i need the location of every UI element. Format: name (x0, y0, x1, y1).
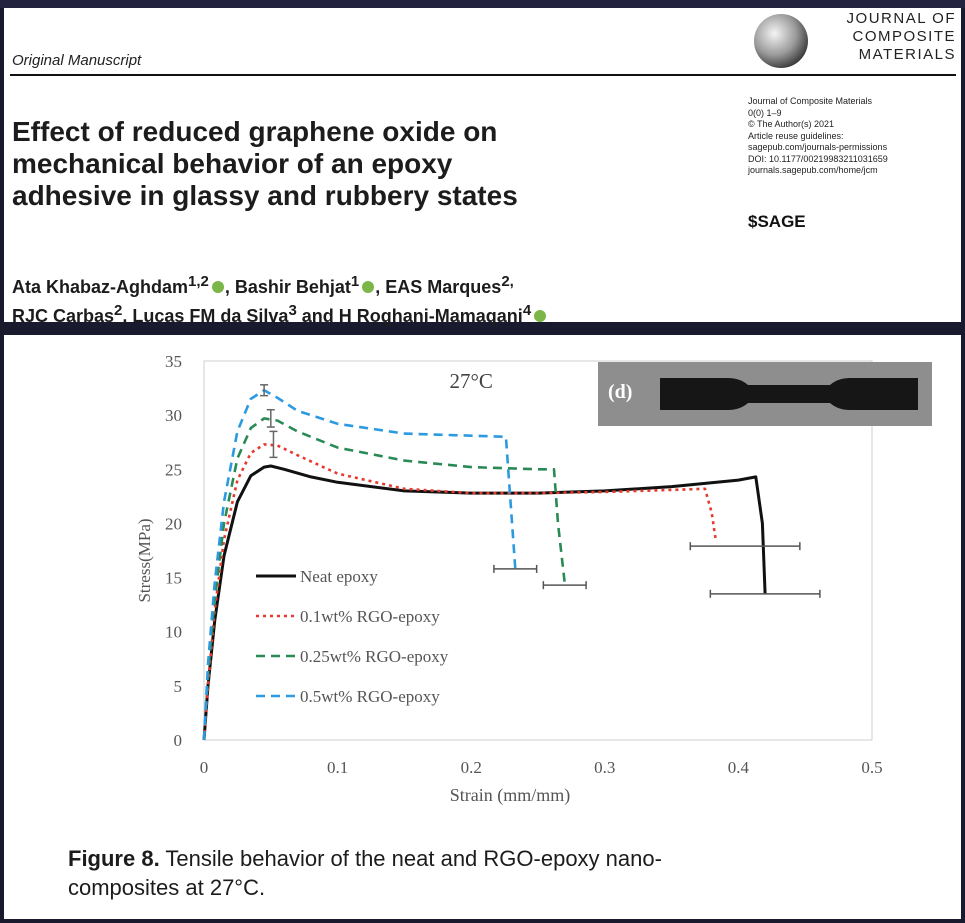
meta-line: Article reuse guidelines: (748, 130, 844, 141)
publisher-name: SAGE (757, 212, 806, 231)
x-tick-label: 0.3 (594, 758, 616, 777)
author-affiliation: 4 (522, 302, 532, 319)
author-name: RJC Carbas (12, 306, 115, 326)
author-affiliation: 2 (114, 302, 123, 319)
x-tick-label: 0 (199, 758, 209, 777)
series-line-1 (204, 466, 765, 740)
journal-name-line: COMPOSITE (852, 28, 956, 45)
title-line: mechanical behavior of an epoxy (12, 148, 453, 179)
author-affiliation: 1 (350, 273, 360, 290)
title-line: adhesive in glassy and rubbery states (12, 180, 518, 211)
journal-name-line: MATERIALS (858, 46, 956, 63)
y-tick-label: 0 (173, 731, 182, 750)
meta-line: © The Author(s) 2021 (748, 119, 835, 129)
x-tick-label: 0.4 (727, 758, 750, 777)
caption-line (68, 844, 948, 873)
author-name: and H Roghani-Mamaqani (296, 306, 523, 326)
y-tick-label: 15 (165, 568, 182, 588)
caption-line: composites at 27°C. (68, 875, 266, 900)
title-line: Effect of reduced graphene oxide on (12, 116, 498, 147)
x-tick-label: 0.5 (861, 758, 883, 777)
meta-line: DOI: 10.1177/00219983211031659 (748, 153, 888, 164)
legend-label: 0.1wt% RGO-epoxy (300, 607, 440, 626)
author-name: , Bashir Behjat (224, 277, 351, 297)
author-name: Ata Khabaz-Aghdam (12, 277, 189, 297)
author-affiliation: 3 (288, 302, 297, 319)
meta-line: sagepub.com/journals-permissions (748, 142, 888, 152)
y-tick-label: 35 (165, 352, 182, 371)
x-axis-label: Strain (mm/mm) (449, 785, 571, 805)
meta-line: 0(0) 1–9 (748, 107, 782, 118)
author-name: , Lucas FM da Silva (122, 306, 289, 326)
y-tick-label: 30 (165, 406, 182, 426)
y-tick-label: 25 (165, 460, 182, 480)
caption-text: Tensile behavior of the neat and RGO-epoxy nano- (165, 846, 662, 871)
meta-line: Journal of Composite Materials (748, 96, 873, 106)
x-tick-label: 0.2 (460, 758, 482, 777)
temperature-annotation: 27°C (449, 369, 493, 394)
journal-name-line: JOURNAL OF (846, 10, 956, 27)
x-tick-label: 0.1 (326, 758, 349, 777)
sage-logo-icon: $ (748, 212, 758, 231)
author-affiliation: 2, (501, 273, 514, 290)
y-axis-label: Stress(MPa) (135, 518, 154, 603)
author-affiliation: 1,2 (188, 273, 209, 290)
y-tick-label: 20 (165, 514, 182, 534)
manuscript-type: Original Manuscript (12, 52, 142, 69)
legend-label: Neat epoxy (300, 567, 378, 586)
meta-line: journals.sagepub.com/home/jcm (748, 165, 878, 175)
legend-label: 0.25wt% RGO-epoxy (300, 647, 449, 666)
y-tick-label: 10 (165, 622, 182, 642)
panel-label: (d) (608, 381, 633, 403)
caption-label: Figure 8. (68, 846, 160, 871)
author-name: , EAS Marques (375, 277, 502, 297)
y-tick-label: 5 (173, 676, 182, 696)
figure-caption (68, 844, 948, 902)
legend-label: 0.5wt% RGO-epoxy (300, 687, 440, 706)
dogbone-specimen-icon (658, 374, 920, 414)
